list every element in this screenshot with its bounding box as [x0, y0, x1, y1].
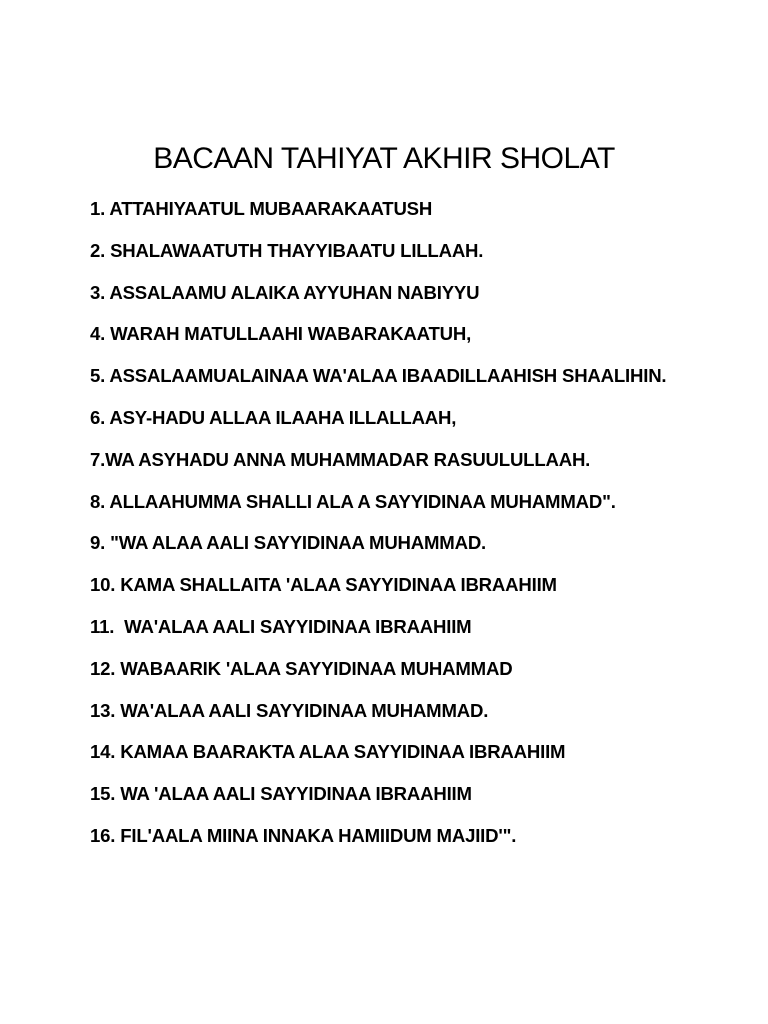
page-title: BACAAN TAHIYAT AKHIR SHOLAT: [153, 142, 615, 175]
prayer-line: 4. WARAH MATULLAAHI WABARAKAATUH,: [90, 323, 472, 345]
prayer-line: 15. WA 'ALAA AALI SAYYIDINAA IBRAAHIIM: [90, 783, 472, 805]
prayer-line: 2. SHALAWAATUTH THAYYIBAATU LILLAAH.: [90, 239, 484, 261]
prayer-line: 11. WA'ALAA AALI SAYYIDINAA IBRAAHIIM: [90, 615, 472, 637]
prayer-line: 13. WA'ALAA AALI SAYYIDINAA MUHAMMAD.: [90, 699, 489, 721]
prayer-line: 5. ASSALAAMUALAINAA WA'ALAA IBAADILLAAHISH SHAALIHIN.: [90, 365, 667, 387]
prayer-line: 14. KAMAA BAARAKTA ALAA SAYYIDINAA IBRAAHIIM: [90, 741, 566, 763]
prayer-line: 12. WABAARIK 'ALAA SAYYIDINAA MUHAMMAD: [90, 657, 513, 679]
prayer-line: 16. FIL'AALA MIINA INNAKA HAMIIDUM MAJIID'".: [90, 824, 517, 846]
prayer-line: 3. ASSALAAMU ALAIKA AYYUHAN NABIYYU: [90, 281, 480, 303]
prayer-line: 7.WA ASYHADU ANNA MUHAMMADAR RASUULULLAAH.: [90, 448, 591, 470]
prayer-line: 1. ATTAHIYAATUL MUBAARAKAATUSH: [90, 198, 433, 219]
prayer-line: 10. KAMA SHALLAITA 'ALAA SAYYIDINAA IBRAAHIIM: [90, 574, 557, 596]
prayer-line: 6. ASY-HADU ALLAA ILAAHA ILLALLAAH,: [90, 406, 457, 428]
prayer-line: 9. "WA ALAA AALI SAYYIDINAA MUHAMMAD.: [90, 532, 487, 554]
prayer-line: 8. ALLAAHUMMA SHALLI ALA A SAYYIDINAA MUHAMMAD".: [90, 490, 616, 512]
prayer-text-list: [90, 196, 750, 865]
